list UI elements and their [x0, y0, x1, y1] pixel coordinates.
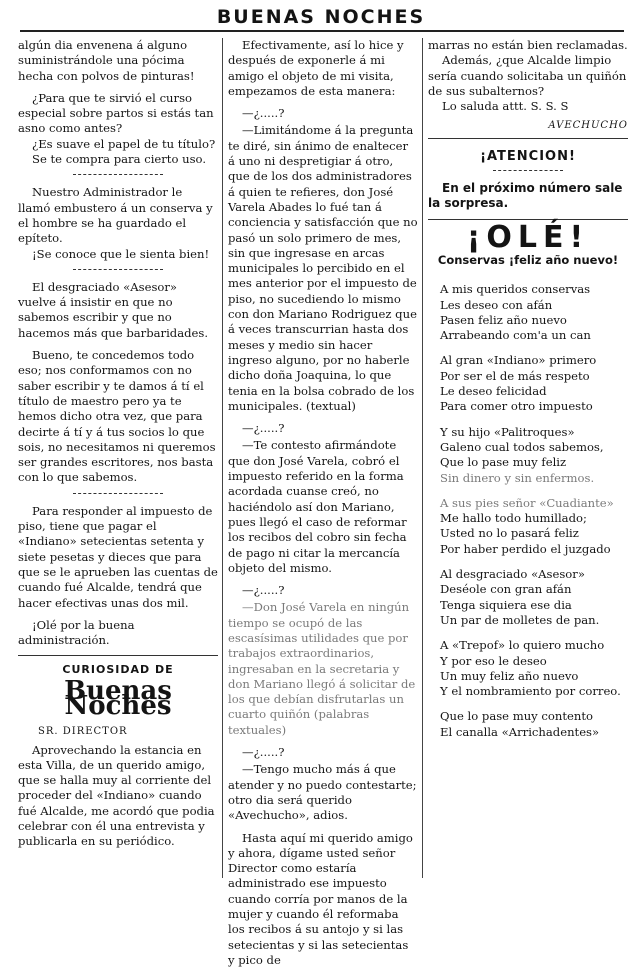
verse-line: Usted no lo pasará feliz: [440, 526, 579, 541]
verse-line: Le deseo felicidad: [440, 384, 547, 399]
verse-line: A «Trepof» lo quiero mucho: [440, 638, 605, 653]
paragraph: Bueno, te concedemos todo eso; nos conformamos con no saber escribir y te damos á tí el título de maestro pero ya te hemos dicho otra vez, que para decirte á tí y á tus socios lo que sois, no necesitamos ni queremos ser grandes escritores, nos basta con lo que sabemos.: [18, 348, 216, 485]
verse-line: A mis queridos conservas: [440, 282, 591, 297]
signature: AVECHUCHO: [548, 120, 628, 132]
paragraph: marras no están bien reclamadas.: [428, 38, 628, 52]
paragraph: —Don José Varela en ningún tiempo se ocupó de las escasísimas utilidades que por trabajos extraordinarios, ingresaban en la secretaria y don Mariano llegó á solicitar de los que debían disfrutarlas un cuarto quiñón (palabras textuales): [228, 600, 416, 737]
attention-heading: ¡ATENCION!: [480, 148, 576, 164]
masthead: [0, 4, 642, 30]
column-1: [18, 38, 218, 857]
stanza: [428, 709, 628, 740]
verse-line: A sus pies señor «Cuadiante»: [440, 495, 614, 510]
verse-line: Que lo pase muy feliz: [440, 455, 567, 470]
section-divider: [73, 493, 163, 494]
stanza: [428, 496, 628, 557]
verse: [428, 282, 628, 740]
question: —¿.....?: [242, 745, 285, 760]
announcement: En el próximo número sale la sorpresa.: [428, 181, 623, 211]
paragraph: —Tengo mucho más á que atender y no puedo contestarte; otro dia será querido «Avechucho», adios.: [228, 762, 417, 823]
paragraph: Aprovechando la estancia en esta Villa, de un querido amigo, que se halla muy al corriente del proceder del «Indiano» cuando fué Alcalde, me acordó que podia celebrar con él una entrevista y publicarla en su periódico.: [18, 742, 215, 849]
verse-line: Un muy feliz año nuevo: [440, 668, 579, 683]
verse-line: Deséole con gran afán: [440, 582, 572, 597]
section-divider: [73, 174, 163, 175]
newspaper-title: BUENAS NOCHES: [216, 6, 426, 28]
salutation: SR. DIRECTOR: [38, 726, 128, 738]
column-2: [228, 38, 418, 975]
verse-line: Me hallo todo humillado;: [440, 511, 587, 526]
verse-line: Al gran «Indiano» primero: [440, 353, 597, 368]
paragraph: ¡Se conoce que le sienta bien!: [32, 246, 210, 261]
section-divider: [73, 269, 163, 270]
paragraph: Además, ¿que Alcalde limpio sería cuando solicitaba un quiñón de sus subalternos?: [428, 53, 627, 98]
paragraph: —Te contesto afirmándote que don José Varela, cobró el impuesto referido en la forma acordada cuanse creó, no haciéndolo así don Mariano, pues llegó el caso de reformar los recibos del cobro sin fecha de pago ni citar la mercancía objeto del mismo.: [228, 438, 407, 575]
verse-line: Un par de molletes de pan.: [440, 612, 600, 627]
question: —¿.....?: [242, 421, 285, 436]
paragraph: ¡Olé por la buena administración.: [18, 617, 135, 648]
paragraph: ¿Es suave el papel de tu título?: [32, 136, 216, 151]
top-rule: [20, 30, 624, 32]
verse-line: El canalla «Arrichadentes»: [440, 724, 600, 739]
question: —¿.....?: [242, 583, 285, 598]
stanza: [428, 638, 628, 699]
verse-line: Por ser el de más respeto: [440, 368, 590, 383]
verse-line: Por haber perdido el juzgado: [440, 541, 611, 556]
verse-title: Conservas ¡feliz año nuevo!: [437, 252, 619, 267]
stanza: [428, 567, 628, 628]
section-rule: [428, 138, 628, 139]
verse-line: Para comer otro impuesto: [440, 399, 593, 414]
column-divider: [222, 38, 223, 878]
ole-title: ¡OLÉ!: [466, 219, 590, 255]
verse-line: Les deseo con afán: [440, 297, 553, 312]
stanza: [428, 282, 628, 343]
paragraph: El desgraciado «Asesor» vuelve á insistir en que no sabemos escribir y que no hacemos más que barbaridades.: [18, 279, 209, 340]
paragraph: Se te compra para cierto uso.: [32, 152, 207, 167]
closing: Lo saluda attt. S. S. S: [442, 99, 569, 114]
verse-line: Arrabeando com'a un can: [440, 328, 591, 343]
verse-line: Que lo pase muy contento: [440, 709, 593, 724]
paragraph: Efectivamente, así lo hice y después de exponerle á mi amigo el objeto de mi visita, empezamos de esta manera:: [228, 38, 404, 98]
section-divider: [493, 170, 563, 171]
verse-line: Y por eso le deseo: [440, 653, 547, 668]
section-heading: CURIOSIDAD DE: [62, 663, 174, 677]
question: —¿.....?: [242, 106, 285, 121]
verse-line: Galeno cual todos sabemos,: [440, 439, 604, 454]
verse-line: Sin dinero y sin enfermos.: [440, 470, 595, 485]
stanza: [428, 425, 628, 486]
verse-line: Y el nombramiento por correo.: [440, 684, 621, 699]
column-divider: [422, 38, 423, 878]
column-3: [428, 38, 628, 750]
paragraph: Nuestro Administrador le llamó embustero á un conserva y el hombre se ha guardado el epíteto.: [18, 185, 213, 246]
stanza: [428, 353, 628, 414]
paragraph: algún dia envenena á alguno suministrándole una pócima hecha con polvos de pinturas!: [18, 38, 195, 83]
section-rule: [18, 655, 218, 656]
paragraph: Hasta aquí mi querido amigo y ahora, dígame usted señor Director como estaría administrado ese impuesto cuando corría por manos de la mujer y cuando él reformaba los recibos á su antojo y si las setecientas y si las setecientas y pico de: [228, 830, 413, 967]
verse-line: Y su hijo «Palitroques»: [440, 424, 575, 439]
verse-line: Al desgraciado «Asesor»: [440, 567, 585, 582]
section-title: Buenas Noches: [64, 675, 172, 721]
verse-line: Pasen feliz año nuevo: [440, 312, 567, 327]
paragraph: ¿Para que te sirvió el curso especial sobre partos si estás tan asno como antes?: [18, 90, 214, 136]
paragraph: Para responder al impuesto de piso, tiene que pagar el «Indiano» setecientas setenta y siete pesetas y dieces que para que se le aprueben las cuentas de cuando fué Alcalde, tendrá que hacer efectivas unas dos mil.: [18, 503, 218, 610]
paragraph: —Limitándome á la pregunta te diré, sin ánimo de enaltecer á uno ni despretigiar á otro, que de los dos administradores á quien te refieres, don José Varela Abades lo fué tan á conciencia y satisfacción que no pasó un solo primero de mes, sin que ingresase en arcas municipales lo percibido en el mes anterior por el impuesto de piso, no sucediendo lo mismo con don Mariano Rodriguez que á veces transcurrian hasta dos meses y medio sin hacer ingreso alguno, por no haberle dicho doña Joaquina, lo que tenia en la bolsa cobrado de los municipales. (textual): [228, 123, 418, 413]
verse-line: Tenga siquiera ese dia: [440, 597, 572, 612]
